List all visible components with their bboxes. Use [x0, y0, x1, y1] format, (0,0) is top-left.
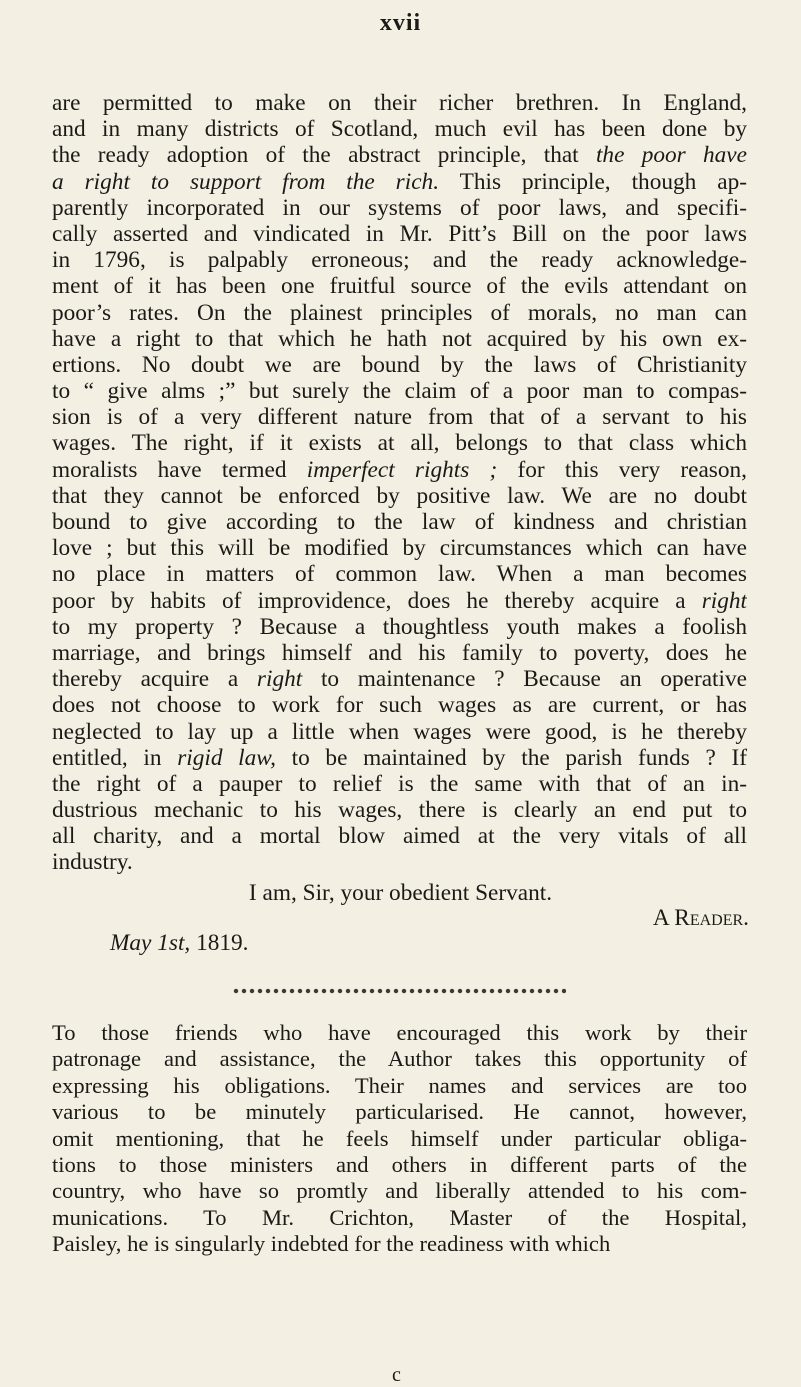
text-line [52, 90, 747, 116]
text-run: are permitted to make on their richer brethren. In England, [52, 90, 747, 116]
text-line [52, 640, 747, 666]
text-run: that they cannot be enforced by positive law. We are no doubt [52, 482, 747, 509]
text-run: expressing his obligations. Their names and services are too [52, 1072, 747, 1098]
text-run: This principle, though ap- [439, 168, 747, 195]
text-line [52, 483, 747, 509]
text-line [52, 1126, 747, 1152]
text-run: ment of it has been one fruitful source of the evils attendant on [52, 273, 747, 300]
letter-signature [653, 905, 749, 932]
italic-run: the poor have [595, 142, 747, 169]
text-line [52, 430, 747, 456]
text-line [52, 221, 747, 247]
text-run: various to be minutely particularised. He cannot, however, [52, 1099, 747, 1125]
text-line [52, 300, 747, 326]
text-line [52, 823, 747, 849]
text-run: Paisley, he is singularly indebted for the readiness with which [52, 1231, 611, 1257]
text-line [52, 247, 747, 273]
text-run: all charity, and a mortal blow aimed at the very vitals of all [52, 823, 747, 850]
ornamental-divider [232, 987, 566, 995]
text-line [52, 849, 747, 875]
date-year: 1819. [196, 930, 249, 956]
text-line [52, 1099, 747, 1125]
text-run: ertions. No doubt we are bound by the laws of Christianity [52, 351, 747, 378]
text-line [52, 169, 747, 195]
text-line [52, 1152, 747, 1178]
text-run: to be maintained by the parish funds ? If [275, 744, 747, 771]
text-run: in 1796, is palpably erroneous; and the ready acknowledge- [52, 247, 747, 274]
text-run: to maintenance ? Because an operative [302, 666, 747, 693]
text-run: entitled, in [52, 744, 178, 771]
text-run: dustrious mechanic to his wages, there is clearly an end put to [52, 797, 747, 824]
text-line [52, 404, 747, 430]
text-run: industry. [52, 849, 133, 876]
text-run: love ; but this will be modified by circumstances which can have [52, 535, 747, 562]
italic-run: a right to support from the rich. [52, 168, 440, 195]
text-line [52, 1046, 747, 1072]
text-line [52, 771, 747, 797]
text-line [52, 457, 747, 483]
text-run: the right of a pauper to relief is the same with that of an in- [52, 770, 747, 797]
text-run: to my property ? Because a thoughtless youth makes a foolish [52, 613, 747, 640]
text-run: country, who have so promtly and liberally attended to his com- [52, 1178, 747, 1204]
text-line [52, 614, 747, 640]
text-run: omit mentioning, that he feels himself under particular obliga- [52, 1125, 747, 1151]
text-run: and in many districts of Scotland, much evil has been done by [52, 116, 747, 143]
text-line [52, 692, 747, 718]
italic-run: right [256, 666, 303, 693]
italic-run: right [701, 587, 747, 614]
italic-run: rigid law, [177, 744, 276, 771]
text-run: munications. To Mr. Crichton, Master of the Hospital, [52, 1204, 747, 1230]
italic-run: imperfect rights ; [306, 456, 498, 483]
text-line [52, 142, 747, 168]
text-line [52, 116, 747, 142]
text-line [52, 1205, 747, 1231]
text-line [52, 719, 747, 745]
text-run: marriage, and brings himself and his family to poverty, does he [52, 639, 747, 666]
text-line [52, 535, 747, 561]
text-run: bound to give according to the law of kindness and christian [52, 509, 747, 535]
text-line [52, 666, 747, 692]
text-line [52, 509, 747, 535]
text-run: to “ give alms ;” but surely the claim of a poor man to compas- [52, 378, 747, 405]
text-run: tions to those ministers and others in different parts of the [52, 1151, 747, 1177]
letter-date [110, 930, 249, 957]
text-run: poor by habits of improvidence, does he thereby acquire a [52, 587, 702, 614]
text-run: moralists have termed [52, 456, 307, 483]
text-line [52, 195, 747, 221]
text-run: wages. The right, if it exists at all, belongs to that class which [52, 430, 747, 457]
text-run: patronage and assistance, the Author takes this opportunity of [52, 1046, 747, 1072]
text-run: have a right to that which he hath not acquired by his own ex- [52, 325, 747, 352]
text-line [52, 1231, 747, 1257]
text-line [52, 352, 747, 378]
text-run: sion is of a very different nature from that of a servant to his [52, 404, 747, 431]
text-run: neglected to lay up a little when wages were good, is he thereby [52, 718, 747, 745]
text-run: the ready adoption of the abstract principle, that [52, 142, 596, 169]
text-line [52, 745, 747, 771]
text-line [52, 561, 747, 587]
letter-body [52, 90, 747, 876]
text-line [52, 588, 747, 614]
page-number: xvii [379, 10, 422, 36]
text-line [52, 1020, 747, 1046]
text-run: poor’s rates. On the plainest principles of morals, no man can [52, 299, 747, 326]
text-line [52, 797, 747, 823]
acknowledgement-note [52, 1020, 747, 1258]
text-run: cally asserted and vindicated in Mr. Pitt’s Bill on the poor laws [52, 220, 747, 247]
text-run: thereby acquire a [52, 666, 257, 693]
text-line [52, 1178, 747, 1204]
date-month: May [110, 930, 152, 956]
text-run: no place in matters of common law. When a man becomes [52, 561, 747, 588]
text-run: for this very reason, [497, 456, 747, 483]
signature-mark: c [392, 1364, 401, 1386]
date-day: 1st, [157, 930, 191, 956]
text-line [52, 326, 747, 352]
text-run: parently incorporated in our systems of poor laws, and specifi- [52, 194, 747, 221]
letter-closing: I am, Sir, your obedient Servant. [248, 880, 553, 906]
text-run: To those friends who have encouraged this work by their [52, 1020, 747, 1045]
text-line [52, 378, 747, 404]
signature-name: Reader. [674, 905, 749, 931]
text-line [52, 1073, 747, 1099]
text-run: does not choose to work for such wages as are current, or has [52, 692, 747, 719]
text-line [52, 273, 747, 299]
signature-initial: A [652, 905, 669, 931]
